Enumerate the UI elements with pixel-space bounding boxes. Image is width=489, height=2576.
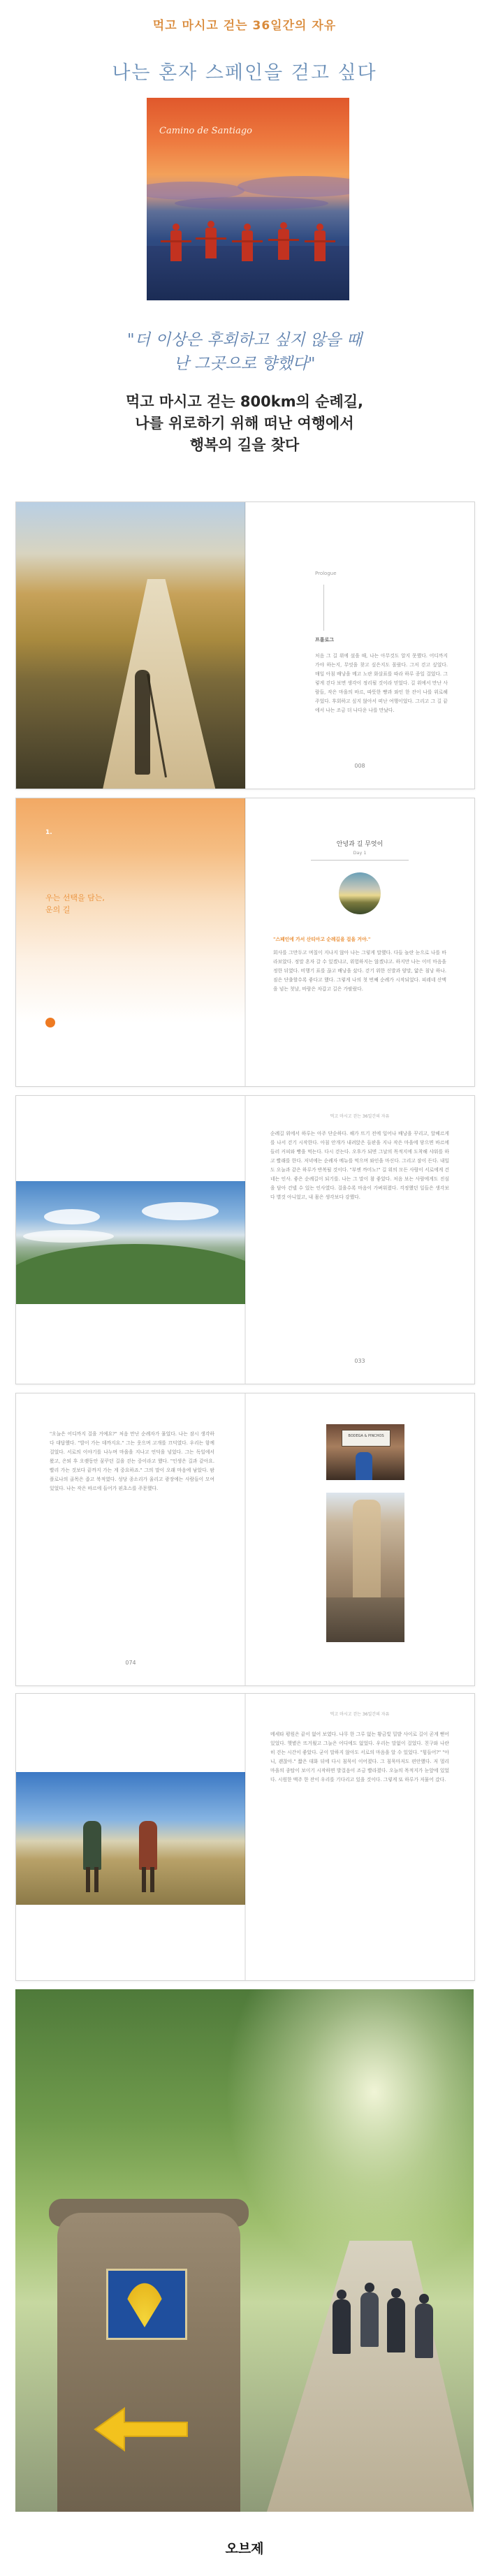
pilgrim-sculpture [278,229,289,260]
camino-marker-photo [15,1989,474,2512]
publisher-logo: 오브제 [225,2541,264,2556]
cloud-shape [23,1230,114,1243]
title-rule [311,860,409,861]
book-title: 나는 혼자 스페인을 걷고 싶다 [112,62,377,84]
walker-leg-shape [86,1867,90,1892]
walker-head-shape [337,2290,346,2299]
book-spread-landscape [15,1095,475,1384]
book-spread-meseta [15,1693,475,1981]
quote-line: "더 이상은 후회하고 싶지 않을 때 [127,331,362,349]
person-shape [356,1452,372,1480]
left-page [16,1096,245,1384]
page-number: 008 [354,763,365,769]
right-page [245,1096,474,1384]
tagline-line: 먹고 마시고 걷는 800km의 순례길, [125,393,364,410]
chapter-label: 프롤로그 [315,637,335,643]
left-page [16,798,245,1086]
shop-front-photo [326,1424,404,1480]
walker-shape [360,2292,379,2347]
shop-sign-text: BODEGA & PINCHOS [348,1434,384,1438]
pilgrim-sculpture [314,230,326,261]
walker-head-shape [365,2283,374,2292]
promo-header [0,0,489,482]
handwritten-quote [91,328,398,376]
street-shape [326,1597,404,1642]
book-cover-image [147,98,349,300]
walker-leg-shape [142,1867,146,1892]
running-head: 먹고 마시고 걷는 36일간의 자유 [330,1114,390,1119]
prologue-label: Prologue [315,571,337,576]
book-spread-town [15,1393,475,1686]
walker-shape [415,2304,433,2358]
orange-dot-icon [45,1018,55,1027]
highlight-sentence: "스페인에 가서 산티아고 순례길을 걸을 거야." [273,937,371,942]
dirt-path-shape [100,579,219,789]
vertical-rule [323,585,324,631]
walker-head-shape [391,2288,401,2298]
body-text [273,935,446,998]
path-shadow-photo [16,502,245,789]
walker-shape [387,2298,405,2352]
top-tag: 먹고 마시고 걷는 36일간의 자유 [152,19,337,33]
hill-shape [16,1244,245,1304]
book-spread-chapter1 [15,798,475,1087]
tagline [0,391,489,456]
section-title: 안녕과 길 무엇이 [336,841,384,848]
body-text [50,1430,214,1498]
quote-line: 난 그곳으로 향했다" [173,355,316,373]
walker-shape [139,1821,157,1870]
body-paragraph: 메세타 평원은 끝이 없어 보였다. 나무 한 그루 없는 황금빛 밀밭 사이로 길이 곧게 뻗어 있었다. 햇볕은 뜨거웠고 그늘은 어디에도 없었다. 우리는 말없이 걸었다. 친구와 나란히 걷는 시간이 좋았다. 굳이 말하지 않아도 서로의 마음을 알 수 있었다. "힘들어?" "아니, 괜찮아." 짧은 대화 뒤에 다시 침묵이 이어졌다. 그 침묵마저도 편안했다. 저 멀리 마을의 종탑이 보이기 시작하면 발걸음이 조금 빨라졌다. 오늘의 목적지가 눈앞에 있었다. 시원한 맥주 한 잔이 우리를 기다리고 있을 것이다. 그렇게 또 하루가 저물어 갔다. [270,1732,449,1783]
cathedral-street-photo [326,1493,404,1642]
cloud-shape [238,176,349,197]
page-number: 033 [354,1358,365,1364]
pilgrim-sculpture [170,230,182,261]
book-spread-prologue [15,502,475,789]
body-text [315,652,448,719]
stone-marker-post [57,2213,240,2512]
section-subtitle: Day 1 [353,850,367,856]
right-page [245,798,474,1086]
walker-head-shape [419,2294,429,2304]
left-page [16,1694,245,1980]
cloud-shape [175,197,328,210]
hiker-shadow-shape [135,670,150,775]
right-page [245,1393,474,1685]
body-paragraph: 순례길 위에서 하루는 아주 단순하다. 해가 뜨기 전에 일어나 배낭을 꾸리고, 알베르게를 나서 걷기 시작한다. 아침 안개가 내려앉은 들판을 지나 작은 마을에 닿으면 바르에 들러 커피와 빵을 먹는다. 다시 걷는다. 오후가 되면 그날의 목적지에 도착해 샤워를 하고 빨래를 한다. 저녁에는 순례자 메뉴를 먹으며 와인을 마신다. 그리고 잠이 든다. 내일도 오늘과 같은 하루가 반복될 것이다. "부엔 까미노!" 길 위의 모든 사람이 서로에게 건네는 인사. 좋은 순례길이 되기를. 나는 그 말이 참 좋았다. 처음 보는 사람에게도 진심을 담아 건넬 수 있는 인사였다. 걸을수록 마음이 가벼워졌다. 걱정했던 일들은 생각보다 별것 아니었고, 내 몸은 생각보다 강했다. [270,1131,449,1200]
body-paragraph: 회사를 그만두고 며칠이 지나지 않아 나는 그렇게 말했다. 다들 놀란 눈으로 나를 바라보았다. 정말 혼자 갈 수 있겠냐고, 위험하지는 않겠냐고. 하지만 나는 이미 마음을 정한 뒤였다. 비행기 표를 끊고 배낭을 샀다. 걷기 위한 신발과 양말, 얇은 침낭 하나. 짐은 단출할수록 좋다고 했다. 그렇게 나의 첫 번째 순례가 시작되었다. 피레네 산맥을 넘는 첫날, 바람은 차갑고 길은 가팔랐다. [273,950,446,992]
page-number: 074 [125,1660,136,1666]
chapter-number: 1. [45,829,52,836]
body-paragraph: 처음 그 길 위에 섰을 때, 나는 아무것도 알지 못했다. 어디까지 가야 하는지, 무엇을 찾고 싶은지도 몰랐다. 그저 걷고 싶었다. 매일 아침 배낭을 메고 노란 화살표를 따라 하루 종일 걸었다. 그렇게 걷다 보면 생각이 정리될 것이라 믿었다. 길 위에서 만난 사람들, 작은 마을의 바르, 따뜻한 빵과 와인 한 잔이 나를 위로해 주었다. 후회하고 싶지 않아서 떠난 여행이었다. 그리고 그 길 끝에서 나는 조금 더 나다운 나를 만났다. [315,653,448,713]
yellow-arrow-icon [89,2401,194,2457]
pilgrim-sculpture [205,228,217,258]
walker-shape [333,2299,351,2354]
sunlight-glow [225,1989,474,2283]
running-head: 먹고 마시고 걷는 36일간의 자유 [330,1712,390,1717]
sunset-circle-photo [339,872,381,914]
cover-subtitle: Camino de Santiago [159,126,252,136]
chapter-title-line: 운의 길 [45,905,71,914]
tower-shape [353,1500,381,1604]
tagline-line: 행복의 길을 찾다 [189,437,300,453]
orange-gradient-bg [16,798,245,1086]
shop-sign [342,1430,391,1447]
cloud-shape [142,1202,219,1220]
body-text [270,1730,449,1789]
chapter-title [45,892,105,916]
right-page [245,502,474,789]
right-page [245,1694,474,1980]
body-paragraph: "오늘은 어디까지 걸을 거예요?" 처음 만난 순례자가 물었다. 나는 잠시 생각하다 대답했다. "발이 가는 데까지요." 그는 웃으며 고개를 끄덕였다. 우리는 함께 걸었다. 서로의 이야기를 나누며 마을을 지나고 언덕을 넘었다. 그는 독일에서 왔고, 은퇴 후 오랫동안 꿈꾸던 길을 걷는 중이라고 했다. "인생은 길과 같아요. 빨리 가는 것보다 끝까지 가는 게 중요하죠." 그의 말이 오래 마음에 남았다. 팜플로나의 골목은 좁고 북적였다. 성당 종소리가 울리고 광장에는 사람들이 모여 있었다. 나는 작은 바르에 들어가 핀초스를 주문했다. [50,1431,214,1491]
left-page [16,1393,245,1685]
cloud-shape [44,1209,100,1224]
body-text [270,1129,449,1206]
left-page [16,502,245,789]
two-walkers-photo [16,1772,245,1905]
pilgrim-sculpture [242,230,253,261]
walker-leg-shape [94,1867,98,1892]
chapter-title-line: 우는 선택을 담는, [45,893,105,902]
tagline-line: 나를 위로하기 위해 떠난 여행에서 [135,415,354,432]
walker-leg-shape [150,1867,154,1892]
walker-shape [83,1821,101,1870]
valley-landscape-photo [16,1181,245,1304]
